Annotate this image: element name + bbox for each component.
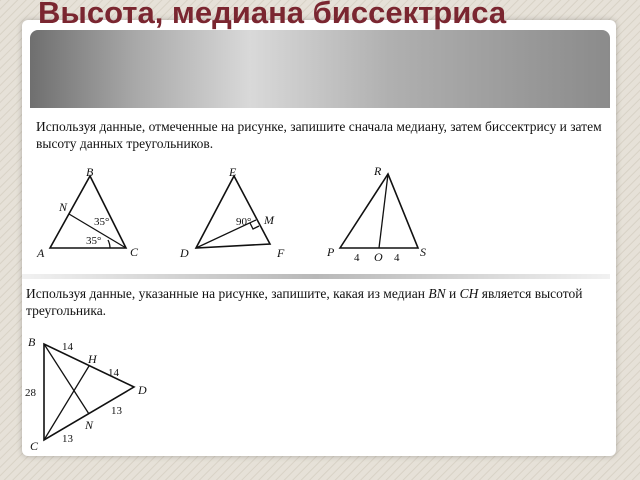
task1-text: Используя данные, отмеченные на рисунке, запишите сначала медиану, затем биссектрису и затем высоту данных треугольников. xyxy=(36,119,602,151)
triangle-abc-figure xyxy=(30,160,150,265)
segment-label-bh: 14 xyxy=(62,341,73,353)
label-f: F xyxy=(277,246,285,260)
segment-label-bc: 28 xyxy=(25,387,36,399)
label-o: O xyxy=(374,250,383,264)
title-band xyxy=(30,30,610,108)
segment-label-po: 4 xyxy=(354,252,360,264)
label-r: R xyxy=(374,164,382,178)
segment-label-nc: 13 xyxy=(62,433,73,445)
label-c: C xyxy=(130,245,139,259)
triangle-prs-figure xyxy=(322,160,442,270)
label-b: B xyxy=(86,165,94,179)
angle-label-top: 35° xyxy=(94,216,110,228)
label-b2: B xyxy=(28,335,36,349)
segment-label-dn: 13 xyxy=(111,405,122,417)
label-p: P xyxy=(327,245,335,259)
median-bn: BN xyxy=(428,286,446,301)
task2-text-after: является высотой треугольника. xyxy=(26,286,583,318)
label-s: S xyxy=(420,245,426,259)
triangle-bcd-figure xyxy=(22,332,162,457)
segment-label-os: 4 xyxy=(394,252,400,264)
slide-title: Высота, медиана биссектриса xyxy=(38,0,507,30)
label-c2: C xyxy=(30,439,39,453)
label-m: M xyxy=(264,213,274,227)
label-h: H xyxy=(88,352,97,366)
label-a: A xyxy=(37,246,45,260)
label-n: N xyxy=(59,200,68,214)
angle-label-bottom: 35° xyxy=(86,235,102,247)
task2-text-before: Используя данные, указанные на рисунке, запишите, какая из медиан xyxy=(26,286,425,301)
label-d2: D xyxy=(138,383,147,397)
triangle-prs xyxy=(340,174,418,248)
angle-arc xyxy=(108,240,110,248)
triangle-def xyxy=(196,176,270,248)
median-ch: CH xyxy=(459,286,479,301)
triangle-def-figure xyxy=(178,160,298,265)
section-divider xyxy=(22,274,610,279)
angle-label-90: 90° xyxy=(236,216,252,228)
label-n2: N xyxy=(85,418,94,432)
task2-text xyxy=(26,285,611,319)
task2-and: и xyxy=(448,286,457,301)
label-d: D xyxy=(180,246,189,260)
segment-label-hd: 14 xyxy=(108,367,119,379)
label-e: E xyxy=(229,165,237,179)
